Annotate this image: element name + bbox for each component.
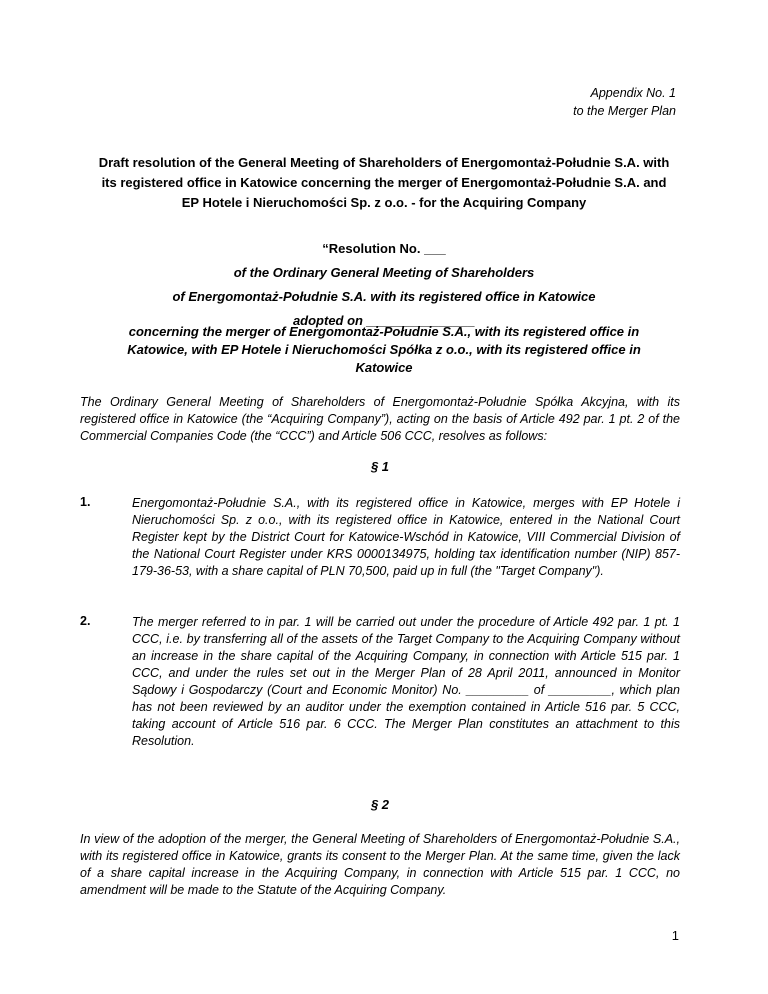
- resolution-meeting: of the Ordinary General Meeting of Shareholders: [233, 265, 535, 280]
- paragraph-number: 1.: [80, 495, 91, 509]
- page-number: 1: [671, 928, 679, 943]
- intro-paragraph: The Ordinary General Meeting of Shareholders of Energomontaż-Południe Spółka Akcyjna, with its registered office in Katowice (the “Acquiring Company”), acting on the basis of Article 492 par. 1 pt. 2 of the Commercial Companies Code (the “CCC”) and Article 506 CCC, resolves as follows:: [80, 395, 680, 443]
- section-1-paragraph-2: [80, 614, 680, 750]
- resolution-header: [98, 239, 670, 335]
- appendix-heading: [573, 84, 676, 120]
- section-1-paragraph-1: [80, 495, 680, 580]
- paragraph-text: Energomontaż-Południe S.A., with its registered office in Katowice, merges with EP Hotele i Nieruchomości Sp. z o.o., with its registered office in Katowice, entered in the National Court Register kept by the District Court for Katowice-Wschód in Katowice, VIII Commercial Division of the National Court Register under KRS 0000134975, holding tax identification number (NIP) 857-179-36-53, with a share capital of PLN 70,500, paid up in full (the "Target Company").: [132, 496, 680, 578]
- paragraph-text: The merger referred to in par. 1 will be carried out under the procedure of Article 492 par. 1 pt. 1 CCC, i.e. by transferring all of the assets of the Target Company to the Acquiring Company without an increase in the share capital of the Acquiring Company, in connection with Article 515 par. 1 CCC, and under the rules set out in the Merger Plan of 28 April 2011, announced in Monitor Sądowy i Gospodarczy (Court and Economic Monitor) No. _________ of _________, which plan has not been reviewed by an auditor under the exemption contained in Article 516 par. 5 CCC, taking account of Article 516 par. 6 CCC. The Merger Plan constitutes an attachment to this Resolution.: [132, 615, 680, 748]
- appendix-number: Appendix No. 1: [590, 86, 676, 100]
- document-title: Draft resolution of the General Meeting of Shareholders of Energomontaż-Południe S.A. with its registered office in Katowice concerning the merger of Energomontaż-Południe S.A. and EP Hotele i Nieruchomości Sp. z o.o. - for the Acquiring Company: [98, 155, 670, 210]
- appendix-reference: to the Merger Plan: [573, 104, 676, 118]
- resolution-subject: concerning the merger of Energomontaż-Południe S.A., with its registered office in Katowice, with EP Hotele i Nieruchomości Spółka z o.o., with its registered office in Katowice: [127, 324, 641, 375]
- resolution-adopted-date: adopted on _______________: [292, 313, 476, 328]
- section-2-heading: § 2: [370, 797, 390, 812]
- resolution-number: “Resolution No. ___: [322, 241, 446, 256]
- section-1-heading: § 1: [370, 459, 390, 474]
- paragraph-number: 2.: [80, 614, 91, 628]
- section-2-paragraph: In view of the adoption of the merger, the General Meeting of Shareholders of Energomontaż-Południe S.A., with its registered office in Katowice, grants its consent to the Merger Plan. At the same time, given the lack of a share capital increase in the Acquiring Company, in connection with Article 515 par. 1 CCC, no amendment will be made to the Statute of the Acquiring Company.: [80, 832, 680, 897]
- resolution-company: of Energomontaż-Południe S.A. with its registered office in Katowice: [172, 289, 596, 304]
